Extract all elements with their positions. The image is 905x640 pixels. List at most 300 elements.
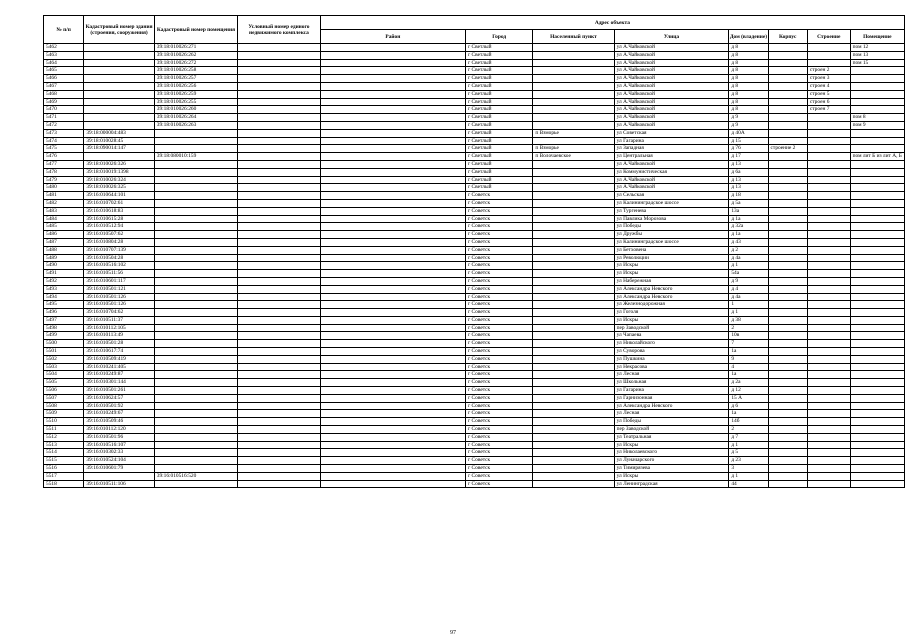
table-row <box>44 457 905 465</box>
cell-cond-num <box>238 371 321 379</box>
cell-stroenie <box>807 371 850 379</box>
cell-rayon <box>320 277 465 285</box>
cell-cad-building: 39:16:010516:102 <box>84 262 154 270</box>
cell-street: ул Коммунистическая <box>614 168 729 176</box>
cell-stroenie <box>807 410 850 418</box>
cell-rayon <box>320 184 465 192</box>
cell-rayon <box>320 238 465 246</box>
cell-stroenie: строен 4 <box>807 82 850 90</box>
table-row <box>44 192 905 200</box>
cell-house: д 5а <box>729 199 768 207</box>
cell-cond-num <box>238 277 321 285</box>
cell-cond-num <box>238 145 321 153</box>
cell-cond-num <box>238 433 321 441</box>
cell-cad-room: 39:18:010026:256 <box>154 82 237 90</box>
cell-cond-num <box>238 472 321 480</box>
cell-num: 5504 <box>44 371 84 379</box>
cell-korpus <box>768 98 807 106</box>
cell-cond-num <box>238 426 321 434</box>
cell-city: г Светлый <box>465 51 532 59</box>
cell-cad-building: 39:18:000004:483 <box>84 129 154 137</box>
cell-korpus <box>768 410 807 418</box>
cell-np <box>533 433 614 441</box>
cell-pomeshenie <box>850 418 904 426</box>
cell-cad-building: 39:16:010707:139 <box>84 246 154 254</box>
cell-city: г Советск <box>465 199 532 207</box>
cell-stroenie <box>807 246 850 254</box>
cell-np <box>533 82 614 90</box>
cell-cond-num <box>238 231 321 239</box>
cell-num: 5496 <box>44 309 84 317</box>
cell-rayon <box>320 168 465 176</box>
table-row <box>44 433 905 441</box>
cell-korpus <box>768 90 807 98</box>
cell-np <box>533 59 614 67</box>
cell-pomeshenie <box>850 277 904 285</box>
cell-korpus <box>768 51 807 59</box>
cell-num: 5478 <box>44 168 84 176</box>
cell-np <box>533 137 614 145</box>
cell-house: д 5 <box>729 449 768 457</box>
cell-pomeshenie <box>850 207 904 215</box>
cell-house: 1а <box>729 410 768 418</box>
table-row <box>44 285 905 293</box>
cell-house: д 1 <box>729 262 768 270</box>
cell-cad-building <box>84 114 154 122</box>
cell-korpus <box>768 363 807 371</box>
cell-street: ул Павлика Морозова <box>614 215 729 223</box>
table-row <box>44 293 905 301</box>
cell-stroenie <box>807 332 850 340</box>
table-row <box>44 418 905 426</box>
cell-stroenie <box>807 293 850 301</box>
cell-cad-room <box>154 480 237 488</box>
cell-pomeshenie <box>850 441 904 449</box>
cell-cad-building: 39:16:010501:121 <box>84 285 154 293</box>
cell-cond-num <box>238 223 321 231</box>
cell-cad-room: 39:18:010026:260 <box>154 106 237 114</box>
cell-stroenie <box>807 316 850 324</box>
cell-stroenie <box>807 176 850 184</box>
cell-cond-num <box>238 59 321 67</box>
cell-num: 5481 <box>44 192 84 200</box>
cell-street: ул Искры <box>614 316 729 324</box>
cell-num: 5464 <box>44 59 84 67</box>
cell-city: г Светлый <box>465 145 532 153</box>
cell-city: г Советск <box>465 246 532 254</box>
cell-np <box>533 114 614 122</box>
cell-cad-building: 39:16:010644:101 <box>84 192 154 200</box>
cell-stroenie <box>807 402 850 410</box>
cell-cad-room <box>154 184 237 192</box>
cell-rayon <box>320 387 465 395</box>
cell-cond-num <box>238 418 321 426</box>
cell-stroenie <box>807 153 850 161</box>
cell-cad-building <box>84 98 154 106</box>
table-row <box>44 355 905 363</box>
cell-cond-num <box>238 379 321 387</box>
cell-stroenie <box>807 363 850 371</box>
cell-cad-room: 39:18:010026:262 <box>154 51 237 59</box>
cell-street: ул А.Чайковской <box>614 82 729 90</box>
cell-num: 5480 <box>44 184 84 192</box>
cell-stroenie <box>807 262 850 270</box>
cell-np: п Взморье <box>533 145 614 153</box>
cell-np <box>533 324 614 332</box>
cell-np <box>533 410 614 418</box>
cell-korpus <box>768 114 807 122</box>
cell-korpus <box>768 348 807 356</box>
header-address: Адрес объекта <box>320 16 904 30</box>
cell-korpus <box>768 293 807 301</box>
cell-city: г Советск <box>465 465 532 473</box>
cell-num: 5495 <box>44 301 84 309</box>
cell-stroenie <box>807 129 850 137</box>
cell-city: г Советск <box>465 410 532 418</box>
cell-house: 2 <box>729 324 768 332</box>
cell-num: 5499 <box>44 332 84 340</box>
cell-korpus <box>768 324 807 332</box>
cell-pomeshenie <box>850 465 904 473</box>
header-cad-building: Кадастровый номер здания (строения, сооружения) <box>84 16 154 44</box>
cell-pomeshenie <box>850 238 904 246</box>
cell-house: д 4а <box>729 293 768 301</box>
cell-rayon <box>320 192 465 200</box>
cell-street: ул А.Чайковской <box>614 90 729 98</box>
table-row <box>44 215 905 223</box>
cell-cad-room <box>154 145 237 153</box>
cell-cond-num <box>238 51 321 59</box>
cell-house: д 1 <box>729 472 768 480</box>
cell-num: 5492 <box>44 277 84 285</box>
cell-stroenie <box>807 387 850 395</box>
cell-np <box>533 441 614 449</box>
cell-rayon <box>320 363 465 371</box>
cell-street: ул Бетховена <box>614 246 729 254</box>
cell-np <box>533 402 614 410</box>
cell-city: г Светлый <box>465 44 532 52</box>
cell-street: ул А.Чайковской <box>614 59 729 67</box>
cell-cad-building: 39:16:010504:28 <box>84 254 154 262</box>
cell-cad-building: 39:16:010601:79 <box>84 465 154 473</box>
cell-cad-building <box>84 67 154 75</box>
cell-cad-building: 39:16:010241:405 <box>84 363 154 371</box>
cell-cad-room <box>154 137 237 145</box>
cell-num: 5498 <box>44 324 84 332</box>
cell-rayon <box>320 90 465 98</box>
cell-np <box>533 301 614 309</box>
cell-city: г Советск <box>465 394 532 402</box>
cell-cad-building <box>84 44 154 52</box>
cell-num: 5479 <box>44 176 84 184</box>
cell-city: г Советск <box>465 340 532 348</box>
cell-stroenie: строен 5 <box>807 90 850 98</box>
cell-korpus <box>768 301 807 309</box>
cell-house: д 17 <box>729 153 768 161</box>
cell-np <box>533 465 614 473</box>
cell-np <box>533 371 614 379</box>
header-pomeshenie: Помещение <box>850 30 904 44</box>
cell-street: ул Театральная <box>614 433 729 441</box>
cell-cad-room: 39:18:010026:258 <box>154 67 237 75</box>
cell-cond-num <box>238 238 321 246</box>
cell-house: 9 <box>729 355 768 363</box>
cell-cad-room: 39:18:010026:259 <box>154 90 237 98</box>
cell-np <box>533 480 614 488</box>
cell-korpus <box>768 246 807 254</box>
cell-stroenie <box>807 44 850 52</box>
cell-cad-room <box>154 199 237 207</box>
page-number: 97 <box>450 630 456 636</box>
cell-np <box>533 90 614 98</box>
cell-cad-room <box>154 324 237 332</box>
cell-np <box>533 168 614 176</box>
table-row <box>44 301 905 309</box>
cell-cad-building: 39:16:010618:83 <box>84 207 154 215</box>
table-row <box>44 114 905 122</box>
cell-cad-room <box>154 231 237 239</box>
cell-cad-building <box>84 472 154 480</box>
cell-pomeshenie <box>850 301 904 309</box>
cell-stroenie <box>807 340 850 348</box>
cell-city: г Советск <box>465 270 532 278</box>
table-row <box>44 363 905 371</box>
cell-num: 5483 <box>44 207 84 215</box>
table-header <box>44 16 905 44</box>
cell-num: 5518 <box>44 480 84 488</box>
header-street: Улица <box>614 30 729 44</box>
cell-house: 1 <box>729 301 768 309</box>
cell-street: ул Александра Невского <box>614 402 729 410</box>
header-stroenie: Строение <box>807 30 850 44</box>
cell-pomeshenie <box>850 449 904 457</box>
cell-num: 5515 <box>44 457 84 465</box>
cell-house: д 8 <box>729 90 768 98</box>
cell-house: д 6а <box>729 168 768 176</box>
cell-stroenie <box>807 199 850 207</box>
cell-np <box>533 192 614 200</box>
cell-street: ул Революции <box>614 254 729 262</box>
cell-korpus <box>768 153 807 161</box>
cell-city: г Светлый <box>465 114 532 122</box>
cell-num: 5490 <box>44 262 84 270</box>
cell-pomeshenie <box>850 223 904 231</box>
cell-korpus <box>768 121 807 129</box>
cell-np <box>533 387 614 395</box>
cell-house: д 4а <box>729 254 768 262</box>
cell-cad-room <box>154 293 237 301</box>
table-row <box>44 480 905 488</box>
table-row <box>44 44 905 52</box>
cell-korpus <box>768 355 807 363</box>
cell-cond-num <box>238 449 321 457</box>
cell-street: ул А.Чайковской <box>614 114 729 122</box>
cell-pomeshenie <box>850 371 904 379</box>
cell-cad-building: 39:16:010501:28 <box>84 340 154 348</box>
cell-house: 7 <box>729 340 768 348</box>
cell-city: г Советск <box>465 472 532 480</box>
cell-stroenie <box>807 449 850 457</box>
cell-house: д 8 <box>729 59 768 67</box>
table-row <box>44 441 905 449</box>
cell-city: г Советск <box>465 309 532 317</box>
cell-cond-num <box>238 387 321 395</box>
cell-city: г Светлый <box>465 160 532 168</box>
cell-korpus <box>768 465 807 473</box>
cell-stroenie <box>807 441 850 449</box>
cell-num: 5497 <box>44 316 84 324</box>
cell-house: д 6 <box>729 402 768 410</box>
cell-rayon <box>320 433 465 441</box>
cell-korpus <box>768 254 807 262</box>
cell-cond-num <box>238 332 321 340</box>
cell-pomeshenie <box>850 285 904 293</box>
cell-cad-building <box>84 51 154 59</box>
cell-stroenie <box>807 168 850 176</box>
cell-pomeshenie <box>850 90 904 98</box>
table-row <box>44 387 905 395</box>
cell-cad-room: 39:18:010026:272 <box>154 59 237 67</box>
table-row <box>44 176 905 184</box>
cell-num: 5502 <box>44 355 84 363</box>
cell-np <box>533 238 614 246</box>
cell-city: г Светлый <box>465 129 532 137</box>
cell-cad-building: 39:16:010704:62 <box>84 309 154 317</box>
cell-stroenie: строен 2 <box>807 67 850 75</box>
cell-house: д 1а <box>729 231 768 239</box>
cell-stroenie <box>807 137 850 145</box>
cell-stroenie <box>807 215 850 223</box>
cell-cad-building: 39:16:010501:126 <box>84 301 154 309</box>
cell-city: г Советск <box>465 301 532 309</box>
cell-num: 5469 <box>44 98 84 106</box>
cell-pomeshenie: пом 8 <box>850 114 904 122</box>
cell-street: ул Железнодорожная <box>614 301 729 309</box>
cell-num: 5508 <box>44 402 84 410</box>
cell-pomeshenie <box>850 231 904 239</box>
cell-rayon <box>320 145 465 153</box>
cell-cad-room <box>154 246 237 254</box>
cell-street: ул Лесная <box>614 371 729 379</box>
table-row <box>44 316 905 324</box>
cell-pomeshenie <box>850 480 904 488</box>
cell-rayon <box>320 465 465 473</box>
cell-korpus <box>768 371 807 379</box>
cell-street: ул Западная <box>614 145 729 153</box>
cell-rayon <box>320 67 465 75</box>
cell-rayon <box>320 340 465 348</box>
cell-stroenie <box>807 145 850 153</box>
cell-stroenie <box>807 309 850 317</box>
cell-street: пер Заводской <box>614 324 729 332</box>
cell-num: 5486 <box>44 231 84 239</box>
cell-pomeshenie <box>850 332 904 340</box>
cell-cad-building: 39:18:010026:326 <box>84 160 154 168</box>
cell-street: ул Николаевского <box>614 449 729 457</box>
cell-street: ул А.Чайковской <box>614 98 729 106</box>
cell-pomeshenie <box>850 176 904 184</box>
cell-rayon <box>320 121 465 129</box>
cell-cad-room <box>154 465 237 473</box>
cell-cad-building: 39:16:010501:92 <box>84 402 154 410</box>
table-row <box>44 145 905 153</box>
cell-cad-building <box>84 90 154 98</box>
cell-house: д 12 <box>729 387 768 395</box>
cell-city: г Советск <box>465 293 532 301</box>
cell-street: ул Луначарского <box>614 457 729 465</box>
cell-korpus <box>768 192 807 200</box>
cell-pomeshenie <box>850 472 904 480</box>
cell-num: 5468 <box>44 90 84 98</box>
cell-street: ул А.Чайковской <box>614 75 729 83</box>
cell-rayon <box>320 426 465 434</box>
cell-rayon <box>320 355 465 363</box>
cell-num: 5506 <box>44 387 84 395</box>
cell-house: д 13 <box>729 160 768 168</box>
cell-cond-num <box>238 75 321 83</box>
cell-rayon <box>320 44 465 52</box>
cell-np <box>533 207 614 215</box>
table-row <box>44 277 905 285</box>
cell-city: г Советск <box>465 371 532 379</box>
cell-num: 5491 <box>44 270 84 278</box>
cell-rayon <box>320 402 465 410</box>
cell-np <box>533 340 614 348</box>
cell-pomeshenie <box>850 433 904 441</box>
cell-street: ул Александра Невского <box>614 285 729 293</box>
cell-pomeshenie <box>850 262 904 270</box>
cell-pomeshenie <box>850 340 904 348</box>
cell-pomeshenie: пом 9 <box>850 121 904 129</box>
cell-korpus <box>768 394 807 402</box>
table-row <box>44 426 905 434</box>
table-row <box>44 223 905 231</box>
cell-korpus <box>768 379 807 387</box>
cell-cond-num <box>238 246 321 254</box>
cell-city: г Советск <box>465 332 532 340</box>
cell-np <box>533 106 614 114</box>
cell-rayon <box>320 379 465 387</box>
table-row <box>44 371 905 379</box>
cell-num: 5467 <box>44 82 84 90</box>
cell-num: 5505 <box>44 379 84 387</box>
cell-rayon <box>320 394 465 402</box>
cell-house: д 8 <box>729 106 768 114</box>
cell-cad-building <box>84 59 154 67</box>
table-row <box>44 309 905 317</box>
cell-street: ул Тимирязева <box>614 465 729 473</box>
cell-street: ул Тургенева <box>614 207 729 215</box>
cell-house: 10в <box>729 332 768 340</box>
cell-np <box>533 394 614 402</box>
cell-np <box>533 98 614 106</box>
cell-korpus <box>768 309 807 317</box>
cell-house: д 2а <box>729 379 768 387</box>
cell-cad-room <box>154 457 237 465</box>
cell-korpus <box>768 426 807 434</box>
cell-pomeshenie <box>850 410 904 418</box>
cell-rayon <box>320 371 465 379</box>
cell-cad-room: 39:18:010026:264 <box>154 114 237 122</box>
cell-house: д 4 <box>729 285 768 293</box>
cell-np <box>533 51 614 59</box>
cell-cad-building <box>84 82 154 90</box>
cell-house: 4 <box>729 363 768 371</box>
cell-city: г Советск <box>465 238 532 246</box>
cell-street: ул Центральная <box>614 153 729 161</box>
cell-korpus <box>768 387 807 395</box>
cell-stroenie <box>807 223 850 231</box>
